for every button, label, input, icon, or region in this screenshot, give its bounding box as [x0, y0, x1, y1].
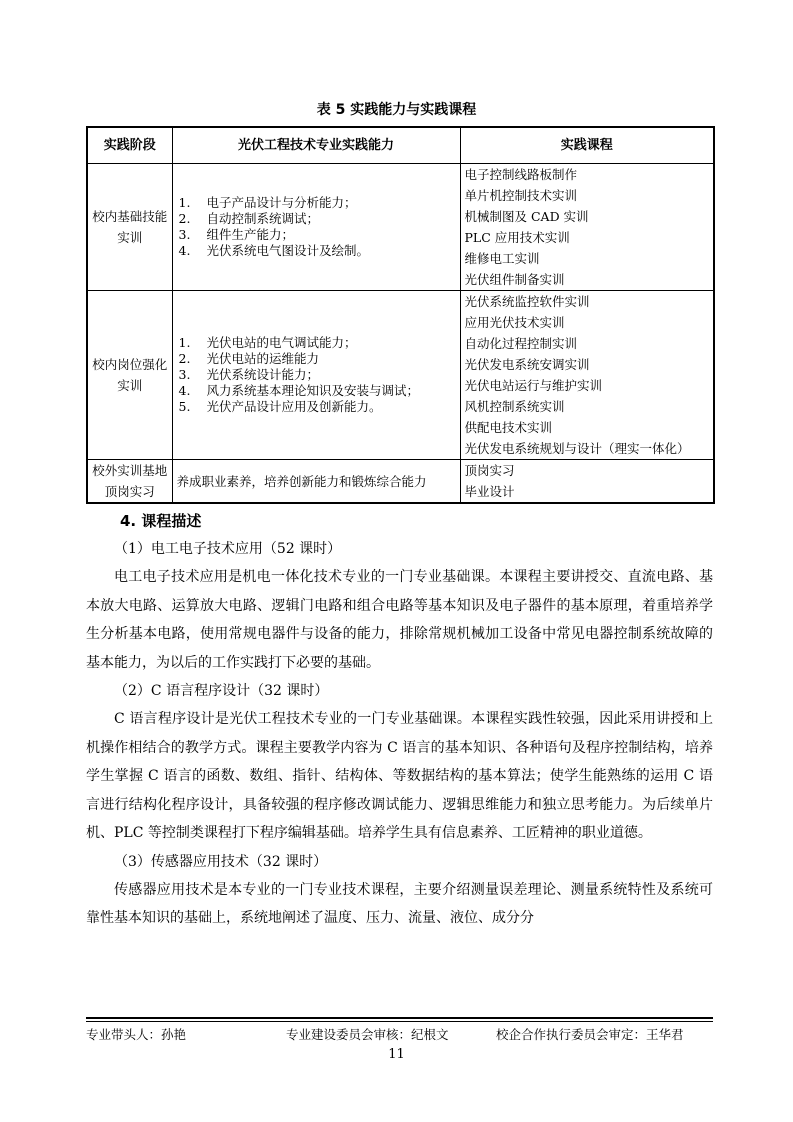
table-row	[87, 460, 714, 504]
header-stage: 实践阶段	[87, 127, 172, 164]
list-item: 2. 自动控制系统调试；	[178, 211, 320, 226]
stage-cell: 校外实训基地顶岗实习	[87, 460, 172, 504]
course-item: 光伏系统监控软件实训	[464, 294, 590, 309]
course-item: 光伏发电系统安调实训	[464, 357, 590, 372]
header-ability: 光伏工程技术专业实践能力	[172, 127, 460, 164]
course-item: 光伏组件制备实训	[464, 272, 565, 287]
course-cell	[460, 164, 714, 291]
course-item: 单片机控制技术实训	[464, 188, 578, 203]
course-paragraph: 电工电子技术应用是机电一体化技术专业的一门专业基础课。本课程主要讲授交、直流电路、基本放大电路、运算放大电路、逻辑门电路和组合电路等基本知识及电子器件的基本原理，着重培养学生分析基本电路，使用常规电器件与设备的能力，排除常规机械加工设备中常见电器控制系统故障的基本能力，为以后的工作实践打下必要的基础。	[86, 569, 713, 671]
course-title: （3）传感器应用技术（32 课时）	[114, 853, 328, 870]
course-cell	[460, 460, 714, 504]
course-item: 顶岗实习	[464, 463, 515, 478]
list-item: 3. 组件生产能力；	[178, 227, 295, 242]
course-paragraph: 传感器应用技术是本专业的一门专业技术课程，主要介绍测量误差理论、测量系统特性及系统可靠性基本知识的基础上，系统地阐述了温度、压力、流量、液位、成分分	[86, 881, 713, 926]
list-item: 4. 风力系统基本理论知识及安装与调试；	[178, 383, 420, 398]
ability-cell	[172, 164, 460, 291]
section-heading: 4. 课程描述	[120, 512, 202, 530]
list-item: 3. 光伏系统设计能力；	[178, 367, 320, 382]
course-title: （2）C 语言程序设计（32 课时）	[114, 683, 329, 699]
list-item: 4. 光伏系统电气图设计及绘制。	[178, 243, 370, 258]
stage-cell: 校内基础技能实训	[87, 164, 172, 291]
course-item: 光伏发电系统规划与设计（理实一体化）	[464, 441, 690, 456]
course-item: 风机控制系统实训	[464, 399, 565, 414]
footer-committee: 专业建设委员会审核：纪根文	[286, 1027, 449, 1042]
ability-cell	[172, 291, 460, 460]
list-item: 5. 光伏产品设计应用及创新能力。	[178, 399, 382, 414]
list-item: 2. 光伏电站的运维能力	[178, 351, 320, 366]
table-header-row	[87, 127, 714, 164]
course-item: 光伏电站运行与维护实训	[464, 378, 603, 393]
footer-rule-thin	[86, 1021, 713, 1022]
course-item: 机械制图及 CAD 实训	[464, 209, 589, 224]
course-item: 毕业设计	[464, 484, 515, 499]
table-caption: 表 5 实践能力与实践课程	[316, 102, 477, 118]
course-item: PLC 应用技术实训	[464, 230, 570, 245]
course-description	[86, 507, 713, 933]
header-course: 实践课程	[460, 127, 714, 164]
list-item: 1. 电子产品设计与分析能力；	[178, 195, 357, 210]
course-item: 电子控制线路板制作	[464, 167, 578, 182]
list-item: 1. 光伏电站的电气调试能力；	[178, 335, 357, 350]
practice-table	[86, 126, 715, 504]
course-item: 供配电技术实训	[464, 420, 553, 435]
footer-approval: 校企合作执行委员会审定：王华君	[496, 1027, 684, 1042]
footer-rule	[86, 1017, 713, 1019]
table-row	[87, 291, 714, 460]
ability-list	[177, 335, 456, 415]
course-item: 自动化过程控制实训	[464, 336, 578, 351]
ability-cell: 养成职业素养，培养创新能力和锻炼综合能力	[172, 460, 460, 504]
course-cell	[460, 291, 714, 460]
course-paragraph: C 语言程序设计是光伏工程技术专业的一门专业基础课。本课程实践性较强，因此采用讲授和上机操作相结合的教学方式。课程主要教学内容为 C 语言的基本知识、各种语句及程序控制结构，培养学生掌握 C 语言的函数、数组、指针、结构体、等数据结构的基本算法；使学生能熟练的运用 C 语言进行结构化程序设计，具备较强的程序修改调试能力、逻辑思维能力和独立思考能力。为后续单片机、PLC 等控制类课程打下程序编辑基础。培养学生具有信息素养、工匠精神的职业道德。	[86, 711, 713, 841]
table-row	[87, 164, 714, 291]
page-footer	[86, 1025, 713, 1045]
course-item: 应用光伏技术实训	[464, 315, 565, 330]
stage-cell: 校内岗位强化实训	[87, 291, 172, 460]
page-number: 11	[388, 1047, 405, 1062]
ability-list	[177, 195, 456, 259]
course-title: （1）电工电子技术应用（52 课时）	[114, 541, 342, 557]
footer-leader: 专业带头人：孙艳	[86, 1027, 187, 1042]
course-item: 维修电工实训	[464, 251, 540, 266]
